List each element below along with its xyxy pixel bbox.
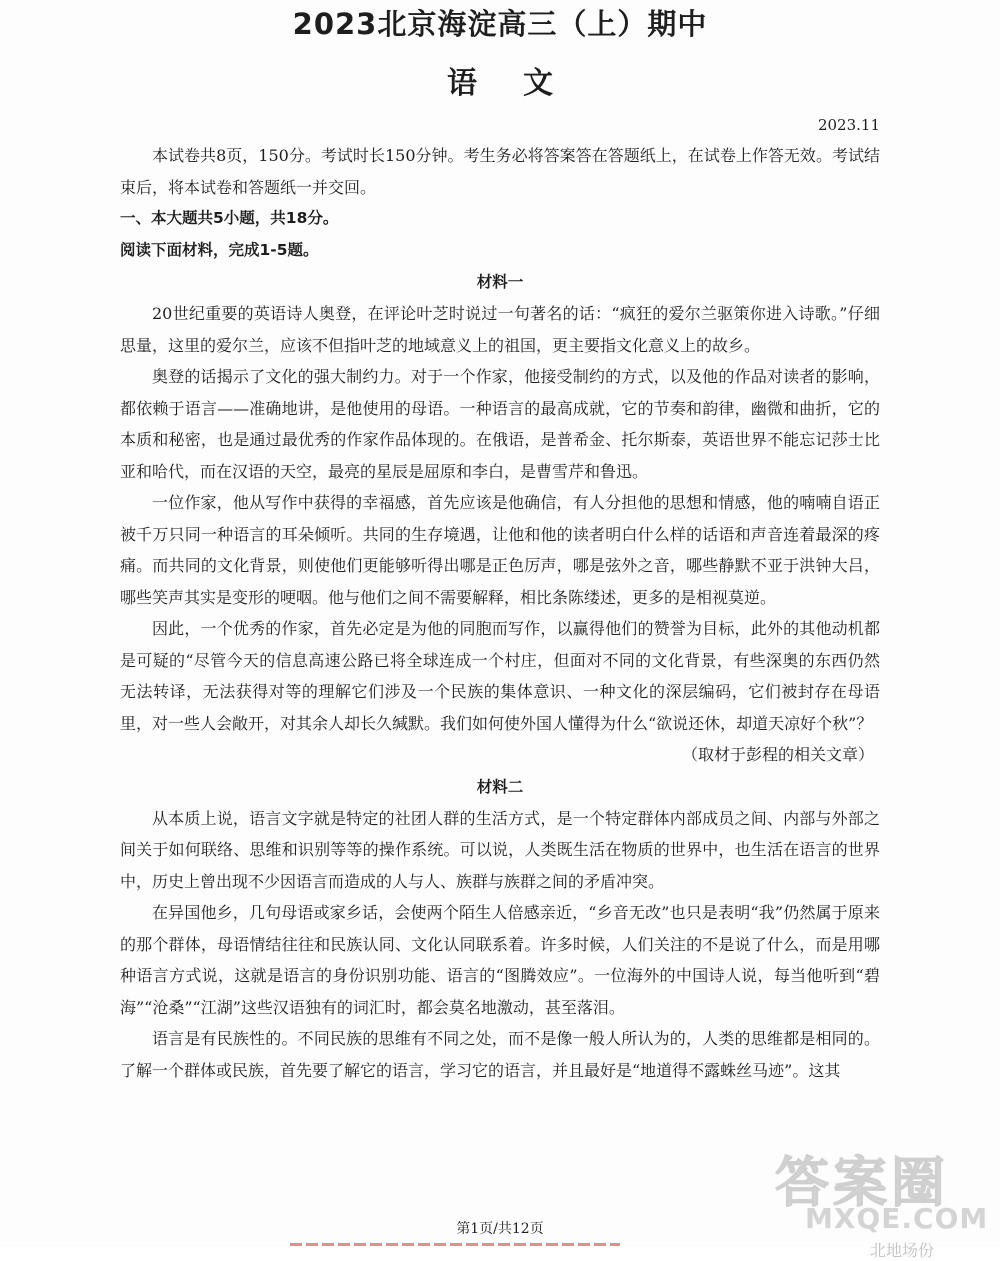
material1-source: （取材于彭程的相关文章） xyxy=(681,745,874,764)
material2-paragraph: 从本质上说，语言文字就是特定的社团人群的生活方式，是一个特定群体内部成员之间、内部与外部之间关于如何联络、思维和识别等等的操作系统。可以说，人类既生活在物质的世界中，也生活在语言的世界中，历史上曾出现不少因语言而造成的人与人、族群与族群之间的矛盾冲突。 xyxy=(120,808,880,891)
section-heading: 一、本大题共5小题，共18分。 xyxy=(120,209,339,227)
watermark-partial-text: 北地场份 xyxy=(870,1241,935,1260)
exam-title: 2023北京海淀高三（上）期中 xyxy=(292,7,708,41)
instructions: 本试卷共8页，150分。考试时长150分钟。考生务必将答案答在答题纸上，在试卷上作答无效。考试结束后，将本试卷和答题纸一并交回。 xyxy=(120,146,880,197)
subject-title: 语文 xyxy=(447,66,599,101)
material1-heading: 材料一 xyxy=(476,273,524,291)
watermark-logo-text: 答案圈 xyxy=(775,1151,949,1214)
material2-heading: 材料二 xyxy=(476,777,524,796)
red-banner-fragment xyxy=(290,1240,620,1247)
exam-date: 2023.11 xyxy=(817,116,880,134)
watermark-url: MXQE.COM xyxy=(805,1202,989,1235)
material1-paragraph: 因此，一个优秀的作家，首先必定是为他的同胞而写作，以赢得他们的赞誉为目标，此外的其他动机都是可疑的“尽管今天的信息高速公路已将全球连成一个村庄，但面对不同的文化背景，有些深奥的东西仍然无法转译，无法获得对等的理解它们涉及一个民族的集体意识、一种文化的深层编码，它们被封存在母语里，对一些人会敞开，对其余人却长久缄默。我们如何使外国人懂得为什么“欲说还休，却道天凉好个秋”？ xyxy=(120,619,880,733)
task-instruction: 阅读下面材料，完成1-5题。 xyxy=(120,240,319,259)
exam-body xyxy=(120,140,880,1086)
material2-paragraph: 语言是有民族性的。不同民族的思维有不同之处，而不是像一般人所认为的，人类的思维都是相同的。了解一个群体或民族，首先要了解它的语言，学习它的语言，并且最好是“地道得不露蛛丝马迹”。这其 xyxy=(120,1029,880,1080)
watermark-logo xyxy=(775,1140,1000,1260)
material2-paragraph: 在异国他乡，几句母语或家乡话，会使两个陌生人倍感亲近，“乡音无改”也只是表明“我”仍然属于原来的那个群体，母语情结往往和民族认同、文化认同联系着。许多时候，人们关注的不是说了什么，而是用哪种语言方式说，这就是语言的身份识别功能、语言的“图腾效应”。一位海外的中国诗人说，每当他听到“碧海”“沧桑”“江湖”这些汉语独有的词汇时，都会莫名地激动，甚至落泪。 xyxy=(120,903,880,1017)
page-number: 第1页/共12页 xyxy=(456,1221,544,1237)
material1-paragraph: 奥登的话揭示了文化的强大制约力。对于一个作家，他接受制约的方式，以及他的作品对读者的影响，都依赖于语言——准确地讲，是他使用的母语。一种语言的最高成就，它的节奏和韵律，幽微和曲折，它的本质和秘密，也是通过最优秀的作家作品体现的。在俄语，是普希金、托尔斯泰，英语世界不能忘记莎士比亚和哈代，而在汉语的天空，最亮的星辰是屈原和李白，是曹雪芹和鲁迅。 xyxy=(120,367,880,481)
material1-paragraph: 一位作家，他从写作中获得的幸福感，首先应该是他确信，有人分担他的思想和情感，他的喃喃自语正被千万只同一种语言的耳朵倾听。共同的生存境遇，让他和他的读者明白什么样的话语和声音连着最深的疼痛。而共同的文化背景，则使他们更能够听得出哪是正色厉声，哪是弦外之音，哪些静默不亚于洪钟大吕，哪些笑声其实是变形的哽咽。他与他们之间不需要解释，相比条陈缕述，更多的是相视莫逆。 xyxy=(120,493,880,607)
material1-paragraph: 20世纪重要的英语诗人奥登，在评论叶芝时说过一句著名的话：“疯狂的爱尔兰驱策你进入诗歌。”仔细思量，这里的爱尔兰，应该不但指叶芝的地域意义上的祖国，更主要指文化意义上的故乡。 xyxy=(120,304,880,355)
